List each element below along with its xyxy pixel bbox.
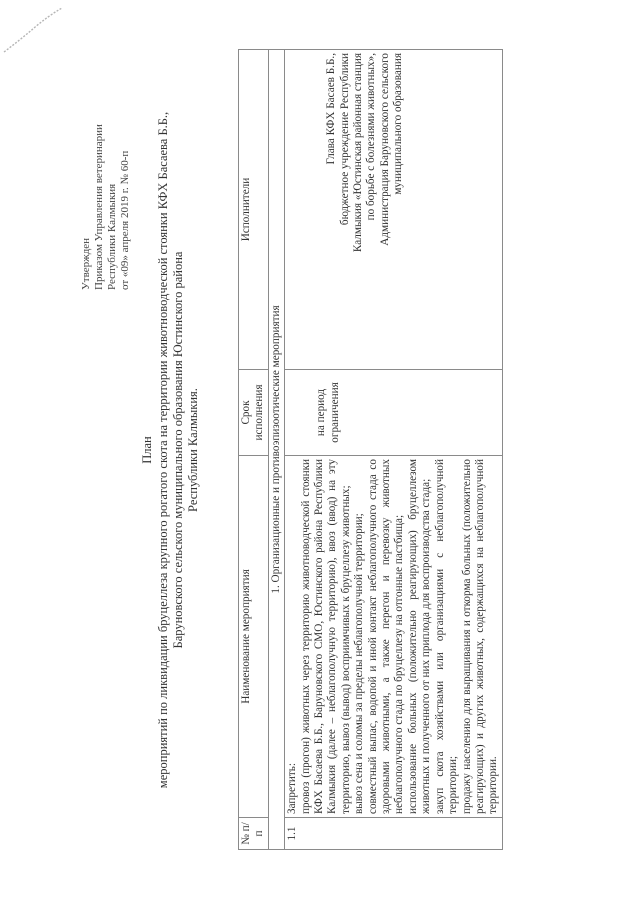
title-word: План [140,436,154,464]
measure-item: совместный выпас, водопой и иной контакт неблагополучного стада со здоровыми животными, а также перегон и перевозку животных неблагополучного стада по бруцеллезу на отгонные пастбища; [366,459,406,814]
header-name: Наименование мероприятия [239,456,269,818]
header-executor: Исполнители [239,50,269,370]
executor-line: муниципального образования [392,53,405,195]
approval-line: Утвержден [80,237,92,290]
approval-block [80,50,132,290]
section-row [268,50,284,850]
approval-line: Приказом Управления ветеринарии [93,124,105,290]
measure-item: вывоз сена и соломы за пределы неблагополучной территории; [353,513,366,814]
measure-item: закуп скота хозяйствами или организациями с неблагополучной территории; [433,459,460,814]
measure-item: Запретить: [286,763,299,814]
header-deadline: Срок исполнения [239,370,269,456]
table-header-row [239,50,269,850]
executor-line: по борьбе с болезнями животных», [365,53,378,221]
header-num: № п/п [239,818,269,850]
table-row [285,50,503,850]
title-line: Республики Калмыкия. [186,388,200,512]
measure-item: провоз (прогон) животных через территорию животноводческой стоянки КФХ Басаева Б.Б., Баруновского СМО, Юстинского района Республики Калмыкия (далее – неблагополучную территорию), ввоз (ввод) на эту территорию, вывоз (вывод) восприимчивых к бруцеллезу животных; [299,459,352,814]
executor-line: Администрация Баруновского сельского [378,53,391,246]
measures-table [238,49,503,850]
deadline-cell: на период ограничения [285,370,503,456]
approval-line: от «09» апреля 2019 г. № 60-п [119,150,131,290]
measure-item: продажу населению для выращивания и откорма больных (положительно реагирующих) и других животных, содержащихся на неблагополучной территории. [460,459,500,814]
executor-line: Глава КФХ Басаев Б.Б., [325,53,338,165]
executor-cell [285,50,503,370]
document-title [140,50,201,850]
approval-line: Республики Калмыкия [106,183,118,290]
executor-line: Калмыкия «Юстинская районная станция [352,53,365,253]
executor-line: бюджетное учреждение Республики [338,53,351,226]
title-line: Баруновского сельского муниципального образования Юстинского района [171,251,185,649]
measure-item: использование больных (положительно реагирующих) бруцеллезом животных и полученного от них приплода для воспроизводства стада; [406,459,433,814]
rotated-page [10,10,630,890]
measure-description [285,456,503,818]
title-line: мероприятий по ликвидации бруцеллеза крупного рогатого скота на территории животноводческой стоянки КФХ Басаева Б.Б., [156,111,170,789]
row-number: 1.1 [285,818,503,850]
section-title: 1. Организационные и противоэпизоотические мероприятия [268,50,284,850]
